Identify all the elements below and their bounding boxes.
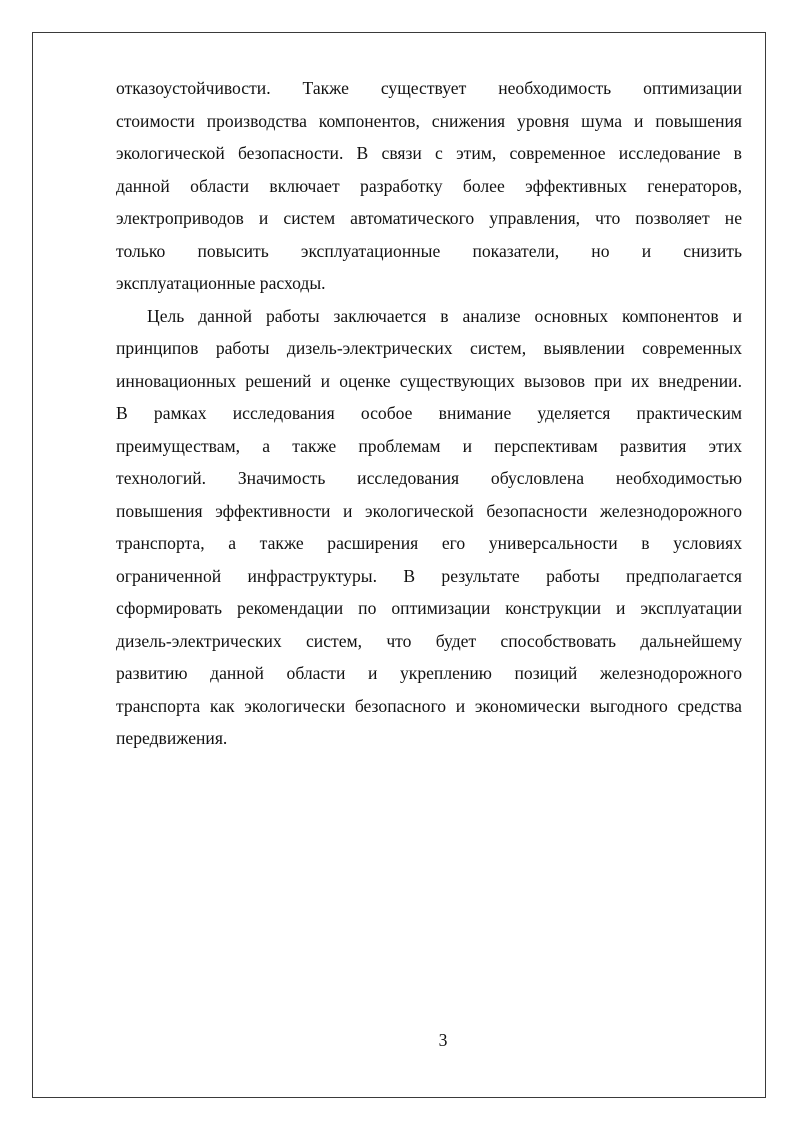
paragraph-1-line-1: отказоустойчивости. Также существует необходимость оптимизации <box>116 78 742 98</box>
paragraph-1-line-6: только повысить эксплуатационные показатели, но и снизить <box>116 240 742 261</box>
paragraph-2-line-1: Цель данной работы заключается в анализе основных компонентов и <box>147 305 742 326</box>
paragraph-2-line-10: сформировать рекомендации по оптимизации конструкции и эксплуатации <box>116 598 742 618</box>
paragraph-1-line-5: электроприводов и систем автоматического управления, что позволяет не <box>116 208 742 228</box>
paragraph-2-line-11: дизель-электрических систем, что будет способствовать дальнейшему <box>116 630 742 651</box>
paragraph-2-line-4: В рамках исследования особое внимание уделяется практическим <box>116 403 742 423</box>
paragraph-2-line-2: принципов работы дизель-электрических систем, выявлении современных <box>116 338 742 358</box>
paragraph-2-line-6: технологий. Значимость исследования обусловлена необходимостью <box>116 468 742 488</box>
paragraph-1-line-7: эксплуатационные расходы. <box>116 273 326 293</box>
paragraph-2-line-8: транспорта, а также расширения его универсальности в условиях <box>116 533 742 553</box>
paragraph-2-line-5: преимуществам, а также проблемам и перспективам развития этих <box>116 435 742 456</box>
paragraph-2-line-12: развитию данной области и укреплению позиций железнодорожного <box>116 663 742 683</box>
paragraph-1-line-4: данной области включает разработку более эффективных генераторов, <box>116 175 742 196</box>
body-text <box>116 72 742 755</box>
paragraph-2-line-14: передвижения. <box>116 728 228 748</box>
paragraph-2-line-7: повышения эффективности и экологической безопасности железнодорожного <box>116 500 742 521</box>
page-number: 3 <box>438 1030 448 1050</box>
paragraph-1-line-2: стоимости производства компонентов, снижения уровня шума и повышения <box>116 110 742 131</box>
paragraph-2-line-3: инновационных решений и оценке существующих вызовов при их внедрении. <box>116 370 742 391</box>
paragraph-2-line-9: ограниченной инфраструктуры. В результате работы предполагается <box>116 565 742 586</box>
paragraph-2-line-13: транспорта как экологически безопасного и экономически выгодного средства <box>116 695 742 716</box>
paragraph-1-line-3: экологической безопасности. В связи с этим, современное исследование в <box>116 143 742 163</box>
